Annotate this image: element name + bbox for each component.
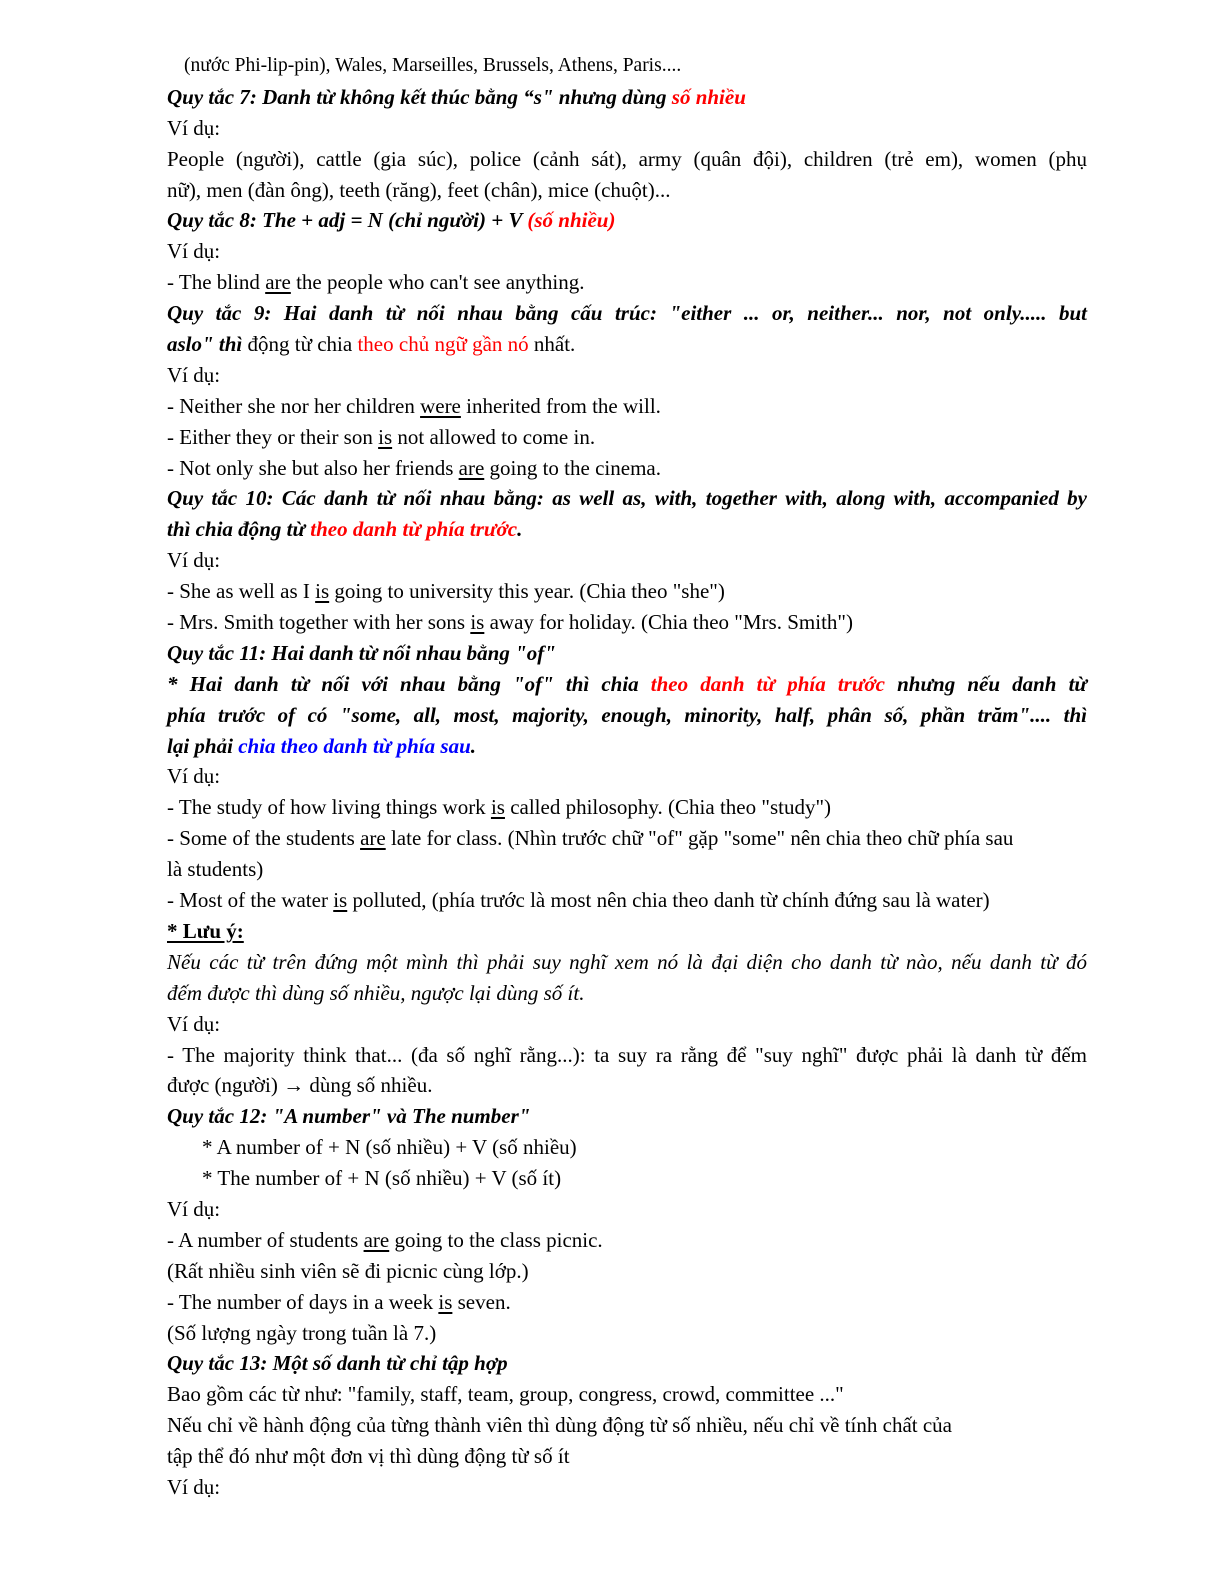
text-line: (nước Phi-lip-pin), Wales, Marseilles, Brussels, Athens, Paris.... bbox=[184, 55, 682, 76]
highlight-red: theo danh từ phía trước bbox=[650, 671, 885, 696]
example-label: Ví dụ: bbox=[167, 548, 221, 573]
bullet-item: * A number of + N (số nhiều) + V (số nhiều) bbox=[202, 1135, 577, 1160]
translation-line: (Rất nhiều sinh viên sẽ đi picnic cùng lớp.) bbox=[167, 1258, 529, 1283]
example-sentence: - Mrs. Smith together with her sons is away for holiday. (Chia theo "Mrs. Smith") bbox=[167, 610, 853, 635]
note-heading: * Lưu ý: bbox=[167, 918, 244, 943]
rule-7-heading: Quy tắc 7: Danh từ không kết thúc bằng “s" nhưng dùng số nhiều bbox=[167, 84, 746, 109]
rule-9-heading-cont: aslo" thì động từ chia theo chủ ngữ gần nó nhất. bbox=[167, 332, 576, 357]
highlight-blue: chia theo danh từ phía sau bbox=[238, 733, 471, 758]
note-text: đếm được thì dùng số nhiều, ngược lại dùng số ít. bbox=[167, 980, 585, 1005]
rule-11-heading: Quy tắc 11: Hai danh từ nối nhau bằng "of" bbox=[167, 640, 556, 665]
example-label: Ví dụ: bbox=[167, 362, 221, 387]
example-sentence: - The blind are the people who can't see anything. bbox=[167, 270, 585, 295]
example-sentence: - Either they or their son is not allowed to come in. bbox=[167, 424, 596, 449]
example-sentence: - A number of students are going to the class picnic. bbox=[167, 1227, 603, 1252]
note-text: Nếu các từ trên đứng một mình thì phải suy nghĩ xem nó là đại diện cho danh từ nào, nếu danh từ đó bbox=[167, 949, 1087, 974]
translation-line: (Số lượng ngày trong tuần là 7.) bbox=[167, 1320, 437, 1345]
underlined-verb: is bbox=[438, 1289, 453, 1314]
example-sentence: - The majority think that... (đa số nghĩ rằng...): ta suy ra rằng để "suy nghĩ" được phải là danh từ đếm bbox=[167, 1042, 1087, 1067]
bullet-item: * The number of + N (số nhiều) + V (số ít) bbox=[202, 1166, 562, 1191]
underlined-verb: were bbox=[420, 393, 461, 418]
highlight-red: theo danh từ phía trước bbox=[310, 517, 518, 542]
example-label: Ví dụ: bbox=[167, 764, 221, 789]
rule-10-heading-cont: thì chia động từ theo danh từ phía trước. bbox=[167, 517, 523, 542]
highlight-red: theo chủ ngữ gần nó bbox=[357, 332, 529, 357]
underlined-verb: are bbox=[363, 1227, 390, 1252]
underlined-verb: is bbox=[315, 579, 330, 604]
example-label: Ví dụ: bbox=[167, 239, 221, 264]
example-sentence: - Not only she but also her friends are going to the cinema. bbox=[167, 455, 661, 480]
example-label: Ví dụ: bbox=[167, 1196, 221, 1221]
text-line: tập thể đó như một đơn vị thì dùng động từ số ít bbox=[167, 1444, 570, 1469]
text-line: People (người), cattle (gia súc), police (cảnh sát), army (quân đội), children (trẻ em), women (phụ bbox=[167, 146, 1087, 171]
text-line: là students) bbox=[167, 857, 264, 882]
example-sentence: - The study of how living things work is called philosophy. (Chia theo "study") bbox=[167, 795, 832, 820]
rule-12-heading: Quy tắc 12: "A number" và The number" bbox=[167, 1104, 531, 1129]
example-label: Ví dụ: bbox=[167, 1474, 221, 1499]
underlined-verb: are bbox=[360, 826, 386, 851]
rule-13-heading: Quy tắc 13: Một số danh từ chỉ tập hợp bbox=[167, 1351, 508, 1376]
rule-9-heading: Quy tắc 9: Hai danh từ nối nhau bằng cấu trúc: "either ... or, neither... nor, not only..... but bbox=[167, 301, 1087, 326]
example-sentence: - Neither she nor her children were inherited from the will. bbox=[167, 393, 661, 418]
rule-11-note: lại phải chia theo danh từ phía sau. bbox=[167, 733, 476, 758]
rule-11-note: phía trước of có "some, all, most, majority, enough, minority, half, phân số, phần trăm".... thì bbox=[167, 702, 1087, 727]
example-sentence: - The number of days in a week is seven. bbox=[167, 1289, 511, 1314]
underlined-verb: is bbox=[378, 424, 393, 449]
underlined-verb: is bbox=[470, 610, 485, 635]
example-sentence: - Some of the students are late for class. (Nhìn trước chữ "of" gặp "some" nên chia theo chữ phía sau bbox=[167, 826, 1014, 851]
text-line: nữ), men (đàn ông), teeth (răng), feet (chân), mice (chuột)... bbox=[167, 177, 671, 202]
highlight-red: (số nhiều) bbox=[527, 208, 616, 233]
rule-10-heading: Quy tắc 10: Các danh từ nối nhau bằng: as well as, with, together with, along with, accompanied by bbox=[167, 486, 1087, 511]
text-line: Nếu chỉ về hành động của từng thành viên thì dùng động từ số nhiều, nếu chỉ về tính chất của bbox=[167, 1413, 952, 1438]
rule-11-note: * Hai danh từ nối với nhau bằng "of" thì chia theo danh từ phía trước nhưng nếu danh từ bbox=[167, 671, 1087, 696]
document-page bbox=[167, 51, 1087, 1503]
highlight-red: số nhiều bbox=[671, 84, 746, 109]
example-label: Ví dụ: bbox=[167, 1011, 221, 1036]
rule-8-heading: Quy tắc 8: The + adj = N (chỉ người) + V (số nhiều) bbox=[167, 208, 616, 233]
example-label: Ví dụ: bbox=[167, 115, 221, 140]
underlined-verb: is bbox=[333, 888, 348, 913]
example-sentence: - She as well as I is going to university this year. (Chia theo "she") bbox=[167, 579, 725, 604]
text-line: Bao gồm các từ như: "family, staff, team, group, congress, crowd, committee ..." bbox=[167, 1382, 844, 1407]
underlined-verb: are bbox=[458, 455, 485, 480]
underlined-verb: are bbox=[265, 270, 291, 295]
text-line: được (người) → dùng số nhiều. bbox=[167, 1073, 433, 1098]
example-sentence: - Most of the water is polluted, (phía trước là most nên chia theo danh từ chính đứng sau là water) bbox=[167, 888, 990, 913]
underlined-verb: is bbox=[490, 795, 505, 820]
